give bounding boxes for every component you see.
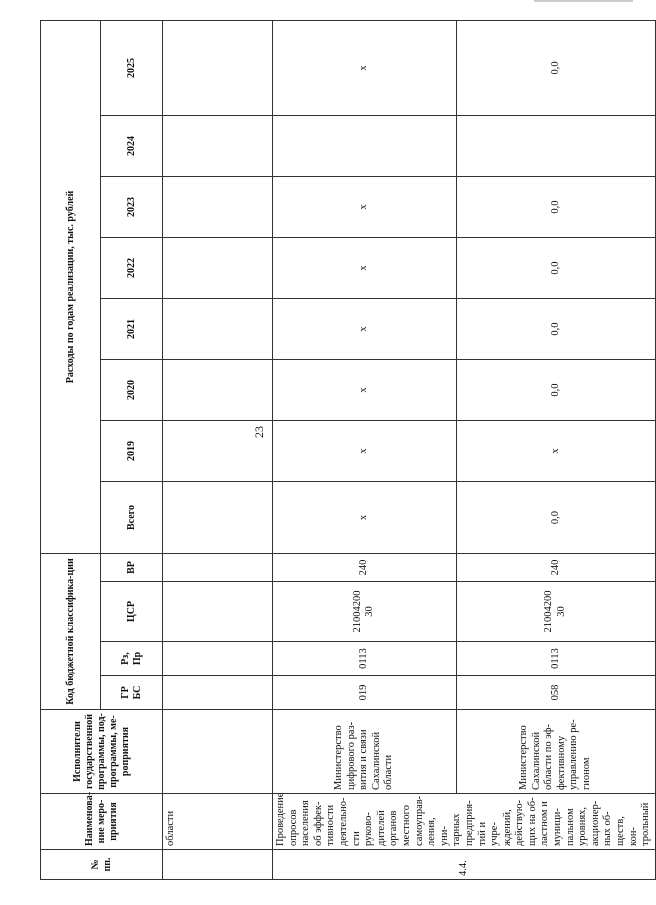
prev-name: области bbox=[163, 794, 273, 850]
sub2-2021: 0,0 bbox=[456, 299, 655, 360]
header-num: № пп. bbox=[41, 850, 163, 880]
header-year-2022: 2022 bbox=[101, 238, 163, 299]
header-name: Наименова-ние меро-приятия bbox=[41, 794, 163, 850]
header-kbk: Код бюджетной классифика-ции bbox=[41, 554, 101, 710]
top-edge-mark bbox=[534, 0, 633, 2]
sub1-csr: 21004200 30 bbox=[273, 582, 457, 642]
budget-table bbox=[40, 20, 656, 880]
sub1-2024 bbox=[273, 116, 457, 177]
sub2-2025: 0,0 bbox=[456, 20, 655, 115]
header-year-2024: 2024 bbox=[101, 116, 163, 177]
header-grbs: ГР БС bbox=[101, 676, 163, 710]
page-number: 23 bbox=[252, 426, 266, 438]
sub1-2019: x bbox=[273, 421, 457, 482]
sub1-2025: x bbox=[273, 20, 457, 115]
row-name: Проведение опросов населения об эффек-тивности деятельно-сти руково-дителей органов местного самоуправ-ления, уни-тарных предприя-тий и учре-ждений, действую-щих на об-ластном и муници-пальном уровнях, акционер-ных об-ществ, кон-трольный bbox=[273, 794, 656, 850]
sub2-2023: 0,0 bbox=[456, 177, 655, 238]
header-expenses: Расходы по годам реализации, тыс. рублей bbox=[41, 20, 101, 553]
sub2-rzpr: 0113 bbox=[456, 642, 655, 676]
sub1-2020: x bbox=[273, 360, 457, 421]
row-4-4-sub2 bbox=[456, 20, 655, 879]
sub1-2023: x bbox=[273, 177, 457, 238]
header-year-2023: 2023 bbox=[101, 177, 163, 238]
row-prev-continuation bbox=[163, 20, 273, 879]
sub2-csr: 21004200 30 bbox=[456, 582, 655, 642]
sub2-executor: Министерство Сахалинской области по эф-фективному управлению ре-гионом bbox=[456, 710, 655, 794]
rotated-table-wrapper bbox=[40, 20, 652, 880]
header-year-2020: 2020 bbox=[101, 360, 163, 421]
header-year-2025: 2025 bbox=[101, 20, 163, 115]
header-year-2019: 2019 bbox=[101, 421, 163, 482]
sub2-vr: 240 bbox=[456, 554, 655, 582]
sub2-total: 0,0 bbox=[456, 482, 655, 554]
header-year-2021: 2021 bbox=[101, 299, 163, 360]
sub1-executor: Министерство цифрового раз-вития и связи Сахалинской области bbox=[273, 710, 457, 794]
header-csr: ЦСР bbox=[101, 582, 163, 642]
sub1-2022: x bbox=[273, 238, 457, 299]
header-vr: ВР bbox=[101, 554, 163, 582]
header-total: Всего bbox=[101, 482, 163, 554]
sub2-2024 bbox=[456, 116, 655, 177]
row-num: 4.4. bbox=[273, 850, 656, 880]
sub1-vr: 240 bbox=[273, 554, 457, 582]
sub2-2022: 0,0 bbox=[456, 238, 655, 299]
row-4-4-sub1 bbox=[273, 20, 457, 879]
header-row-1 bbox=[41, 20, 101, 879]
sub1-rzpr: 0113 bbox=[273, 642, 457, 676]
sub1-grbs: 019 bbox=[273, 676, 457, 710]
sub2-2019: x bbox=[456, 421, 655, 482]
sub1-total: x bbox=[273, 482, 457, 554]
header-rzpr: Рз, Пр bbox=[101, 642, 163, 676]
header-executor: Исполнители государственной программы, под-программы, ме-роприятия bbox=[41, 710, 163, 794]
sub2-grbs: 058 bbox=[456, 676, 655, 710]
sub2-2020: 0,0 bbox=[456, 360, 655, 421]
sub1-2021: x bbox=[273, 299, 457, 360]
